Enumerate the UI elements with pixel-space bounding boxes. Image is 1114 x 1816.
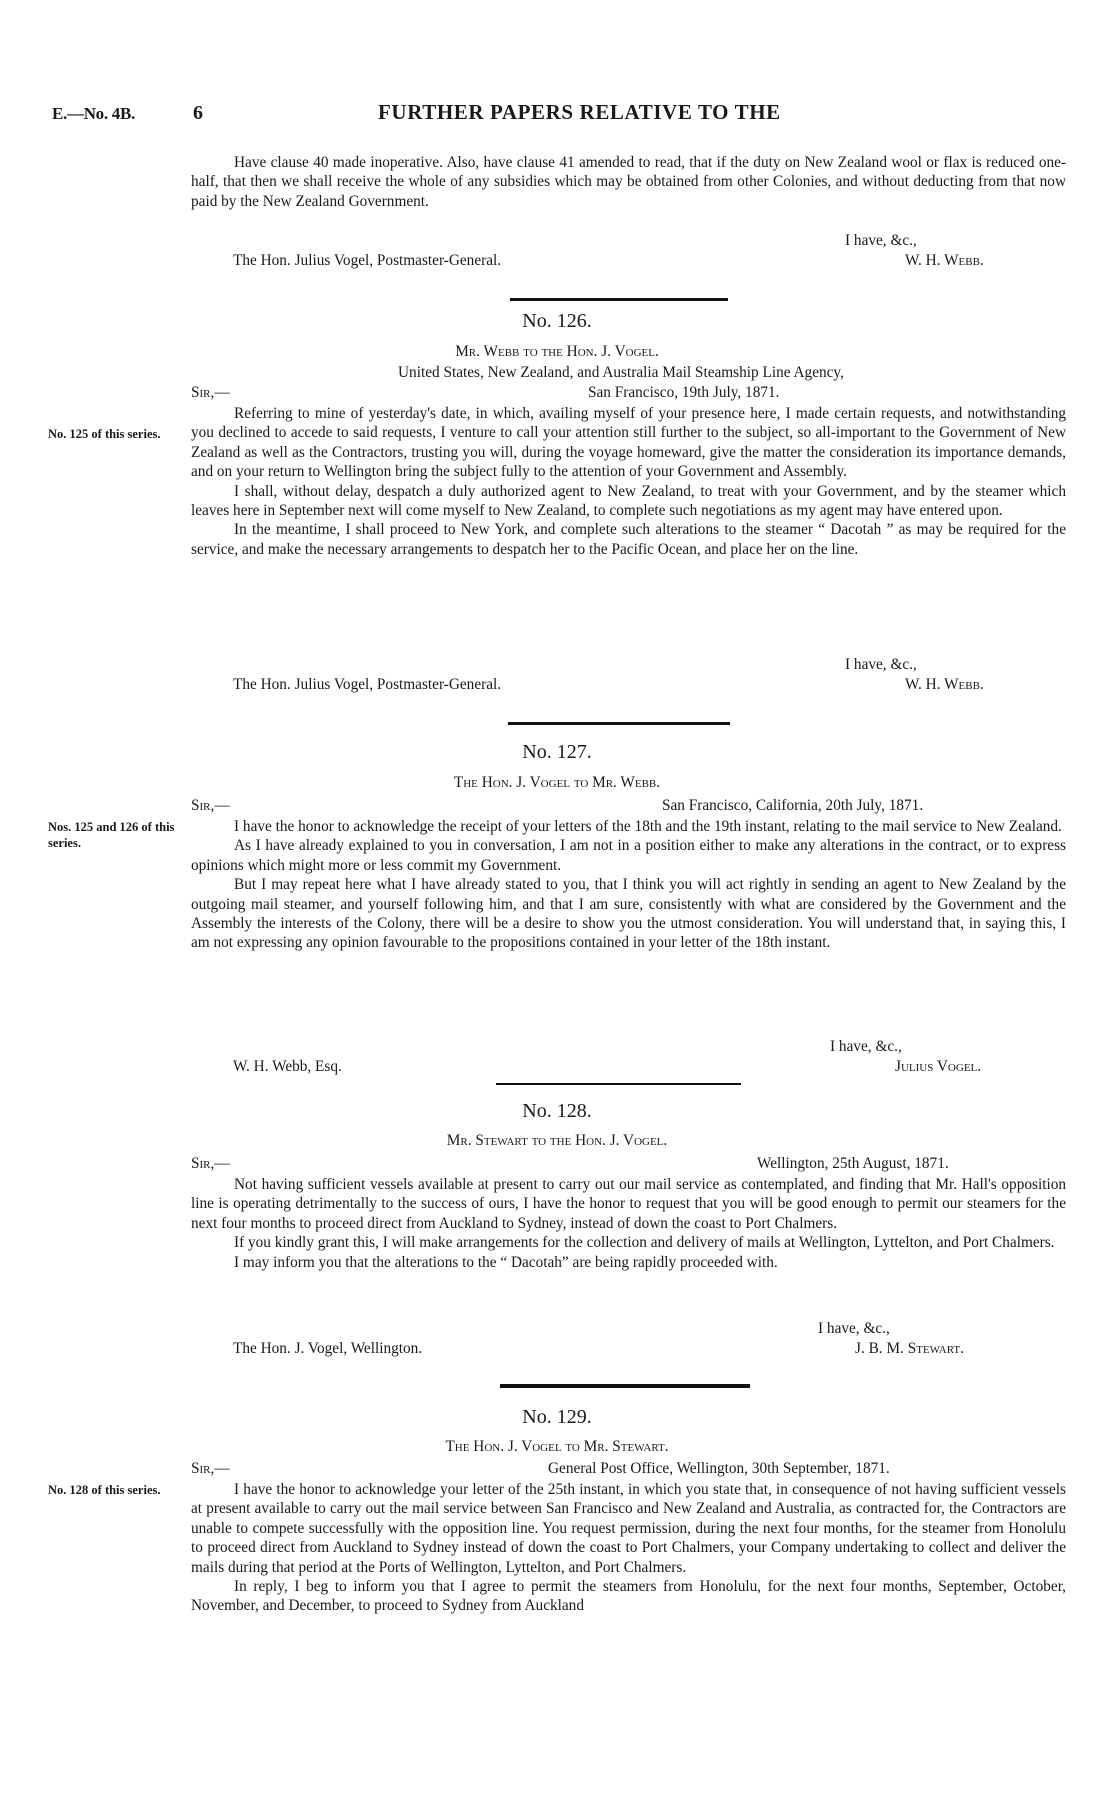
letter-paragraph: If you kindly grant this, I will make arrangements for the collection and delivery of mails at Wellington, Lyttelton, and Port Chalmers. <box>234 1234 1055 1252</box>
letter-signature: J. B. M. Stewart. <box>855 1340 964 1357</box>
page-header-title: FURTHER PAPERS RELATIVE TO THE <box>378 100 781 124</box>
letter-number: No. 127. <box>522 741 592 763</box>
intro-addressee: The Hon. Julius Vogel, Postmaster-General. <box>233 252 502 269</box>
section-divider <box>508 722 730 725</box>
section-divider <box>496 1083 741 1085</box>
letter-place-date: Wellington, 25th August, 1871. <box>757 1155 949 1172</box>
letter-paragraph: I shall, without delay, despatch a duly authorized agent to New Zealand, to treat with your Government, and by the steamer which leaves here in September next will come myself to New Zealand, to complete such negotiations as my agent may have entered upon. <box>191 482 1066 520</box>
letter-body <box>191 1480 1066 1616</box>
letter-paragraph: Not having sufficient vessels available at present to carry out our mail service as contemplated, and finding that Mr. Hall's opposition line is operating detrimentally to the success of ours, I have the honor to request that you will be good enough to permit our steamers for the next four months to proceed direct from Auckland to Sydney, instead of down the coast to Port Chalmers. <box>191 1176 1066 1232</box>
letter-agency: United States, New Zealand, and Australia Mail Steamship Line Agency, <box>398 364 844 381</box>
letter-closing: I have, &c., <box>818 1320 890 1337</box>
letter-number: No. 126. <box>522 310 592 332</box>
letter-heading: The Hon. J. Vogel to Mr. Stewart. <box>445 1438 669 1455</box>
letter-closing: I have, &c., <box>830 1038 902 1055</box>
letter-paragraph: In the meantime, I shall proceed to New York, and complete such alterations to the steamer “ Dacotah ” as may be required for the service, and make the necessary arrangements to despatch her to the Pacific Ocean, and place her on the line. <box>191 521 1066 558</box>
letter-paragraph: Referring to mine of yesterday's date, in which, availing myself of your presence here, I made certain requests, and notwithstanding you declined to accede to said requests, I venture to call your attention still further to the subject, so all-important to the Government of New Zealand as well as the Contractors, trusting you will, during the voyage homeward, give the matter the consideration its importance demands, and on your return to Wellington bring the subject fully to the attention of your Government and Assembly. <box>191 405 1066 481</box>
margin-note: No. 125 of this series. <box>48 427 161 441</box>
letter-place-date: San Francisco, 19th July, 1871. <box>588 384 780 401</box>
letter-paragraph: As I have already explained to you in conversation, I am not in a position either to make any alterations in the contract, or to express opinions which might more or less commit my Government. <box>191 837 1066 874</box>
letter-salutation: Sir,— <box>191 1460 230 1477</box>
letter-paragraph: I may inform you that the alterations to the “ Dacotah” are being rapidly proceeded with. <box>234 1253 778 1271</box>
intro-signature: W. H. Webb. <box>905 252 984 269</box>
letter-heading: Mr. Webb to the Hon. J. Vogel. <box>455 343 659 360</box>
letter-closing: I have, &c., <box>845 656 917 673</box>
intro-block <box>191 153 1066 211</box>
letter-heading: Mr. Stewart to the Hon. J. Vogel. <box>446 1132 668 1149</box>
letter-addressee: W. H. Webb, Esq. <box>233 1058 342 1075</box>
intro-closing: I have, &c., <box>845 232 917 249</box>
letter-paragraph: In reply, I beg to inform you that I agree to permit the steamers from Honolulu, for the next four months, September, October, November, and December, to proceed to Sydney from Auckland <box>191 1578 1066 1615</box>
margin-note: No. 128 of this series. <box>48 1483 161 1497</box>
letter-number: No. 128. <box>522 1100 592 1122</box>
intro-paragraph: Have clause 40 made inoperative. Also, have clause 41 amended to read, that if the duty on New Zealand wool or flax is reduced one-half, that then we shall receive the whole of any subsidies which may be obtained from other Colonies, and without deducting from that now paid by the New Zealand Government. <box>191 154 1066 210</box>
letter-addressee: The Hon. Julius Vogel, Postmaster-General. <box>233 676 502 693</box>
letter-salutation: Sir,— <box>191 1155 230 1172</box>
letter-number: No. 129. <box>522 1406 592 1428</box>
letter-place-date: General Post Office, Wellington, 30th September, 1871. <box>548 1460 890 1477</box>
letter-heading: The Hon. J. Vogel to Mr. Webb. <box>453 774 661 791</box>
document-reference: E.—No. 4B. <box>52 104 135 123</box>
letter-place-date: San Francisco, California, 20th July, 1871. <box>662 797 924 814</box>
letter-salutation: Sir,— <box>191 797 230 814</box>
margin-note: Nos. 125 and 126 of this series. <box>48 820 175 850</box>
letter-signature: W. H. Webb. <box>905 676 984 693</box>
letter-body <box>191 817 1066 953</box>
letter-signature: Julius Vogel. <box>895 1058 982 1075</box>
section-divider <box>510 298 728 301</box>
letter-body <box>191 404 1066 559</box>
letter-paragraph: But I may repeat here what I have already stated to you, that I think you will act rightly in sending an agent to New Zealand by the outgoing mail steamer, and yourself following him, and that I am sure, consistently with what are considered by the Government and the Assembly the interests of the Colony, there will be a desire to show you the utmost consideration. You will understand that, in saying this, I am not expressing any opinion favourable to the propositions contained in your letter of the 18th instant. <box>191 876 1066 952</box>
letter-body <box>191 1175 1066 1272</box>
letter-salutation: Sir,— <box>191 384 230 401</box>
page-number: 6 <box>193 102 203 124</box>
letter-addressee: The Hon. J. Vogel, Wellington. <box>233 1340 423 1357</box>
letter-paragraph: I have the honor to acknowledge your letter of the 25th instant, in which you state that, in consequence of not having sufficient vessels at present available to carry out the mail service between San Francisco and New Zealand and Australia, as contracted for, the Contractors are unable to compete successfully with the opposition line. You request permission, during the next four months, for the steamer from Honolulu to proceed direct from Auckland to Sydney instead of down the coast to Port Chalmers, your Company undertaking to collect and deliver the mails during that period at the Ports of Wellington, Lyttelton, and Port Chalmers. <box>191 1481 1066 1576</box>
section-divider <box>500 1384 750 1388</box>
letter-paragraph: I have the honor to acknowledge the receipt of your letters of the 18th and the 19th instant, relating to the mail service to New Zealand. <box>234 818 1062 835</box>
